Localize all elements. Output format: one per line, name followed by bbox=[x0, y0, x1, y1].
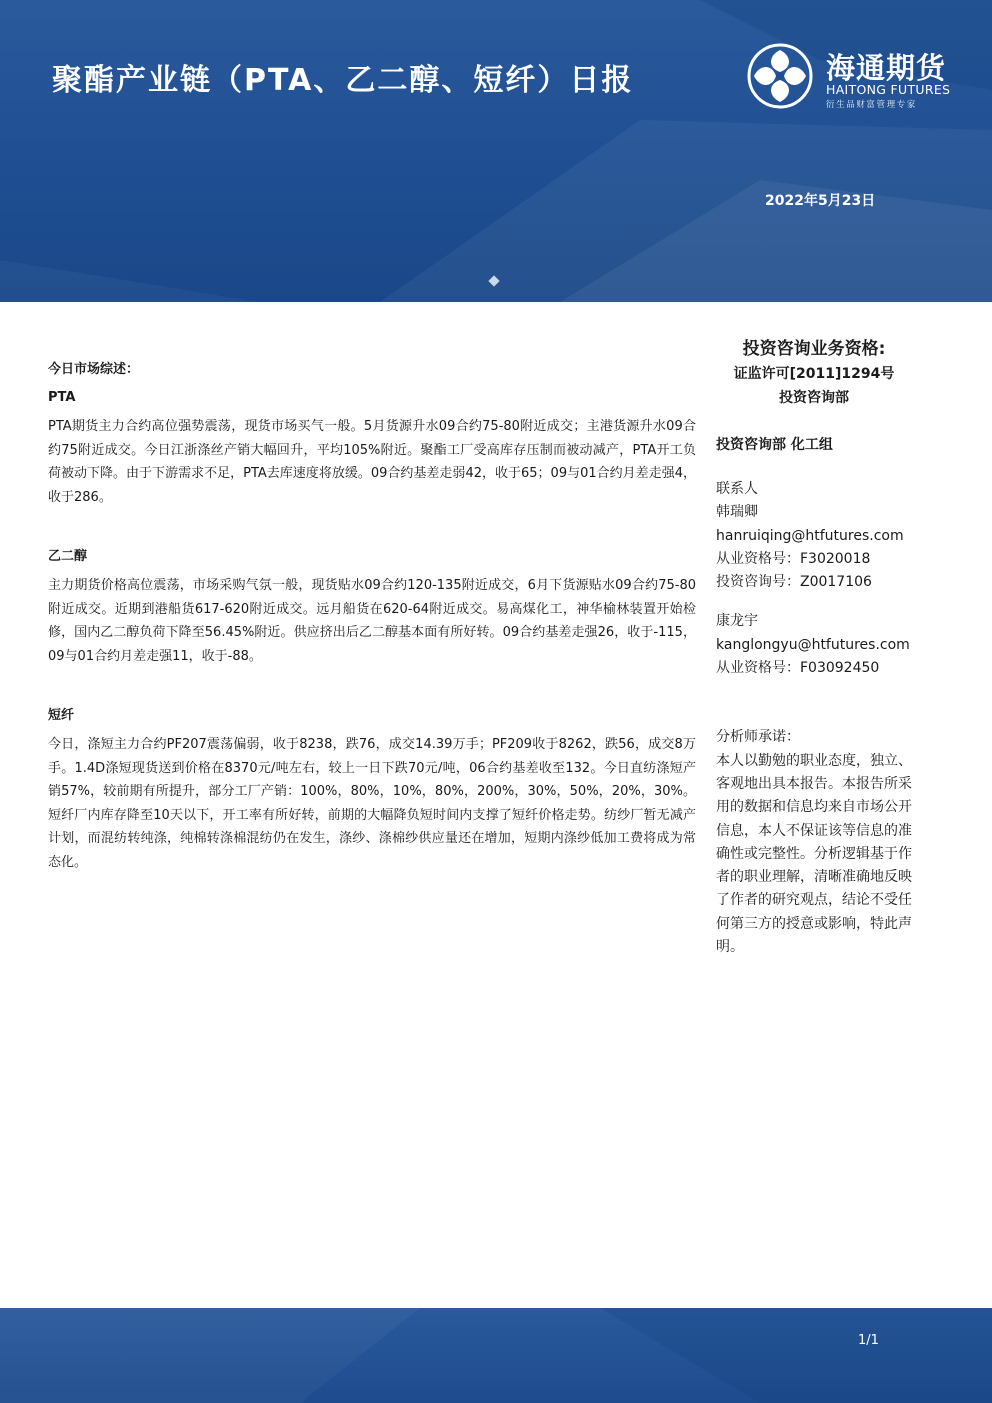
section-meg bbox=[48, 545, 696, 668]
spacer bbox=[716, 594, 924, 610]
section-title: 乙二醇 bbox=[48, 549, 88, 564]
logo-swirl-icon bbox=[746, 42, 814, 110]
report-date: 2022年5月23日 bbox=[765, 193, 876, 209]
overview-heading: 今日市场综述： bbox=[48, 362, 140, 377]
page-number: 1/1 bbox=[858, 1333, 879, 1348]
analyst-consult-number: 投资咨询号：Z0017106 bbox=[716, 574, 872, 591]
logo-chinese-name: 海通期货 bbox=[826, 51, 947, 85]
report-title: 聚酯产业链（PTA、乙二醇、短纤）日报 bbox=[52, 63, 634, 98]
section-title: PTA bbox=[48, 390, 76, 405]
section-body: PTA期货主力合约高位强势震荡，现货市场买气一般。5月货源升水09合约75-80附近成交；主港货源升水09合约75附近成交。今日江浙涤丝产销大幅回升，平均105%附近。聚酯工厂受高库存压制而被动减产，PTA开工负荷被动下降。由于下游需求不足，PTA去库速度将放缓。09合约基差走弱42，收于65；09与01合约月差走强4，收于286。 bbox=[48, 419, 696, 505]
main-content bbox=[48, 358, 696, 910]
footer-decoration bbox=[0, 1308, 992, 1403]
analyst-name: 韩瑞卿 bbox=[716, 504, 758, 521]
analyst-email[interactable]: hanruiqing@htfutures.com bbox=[716, 527, 904, 544]
department-name: 投资咨询部 化工组 bbox=[716, 437, 833, 453]
analyst-pledge bbox=[716, 726, 921, 959]
section-pta bbox=[48, 390, 696, 509]
company-logo bbox=[746, 42, 966, 112]
sidebar bbox=[714, 336, 924, 959]
logo-tagline: 衍生品财富管理专家 bbox=[826, 100, 917, 110]
contact-block bbox=[716, 478, 924, 680]
contact-label: 联系人 bbox=[716, 481, 758, 497]
license-number: 证监许可[2011]1294号 bbox=[733, 366, 895, 382]
section-title: 短纤 bbox=[48, 708, 75, 723]
header-banner bbox=[0, 0, 992, 302]
section-body: 今日，涤短主力合约PF207震荡偏弱，收于8238，跌76，成交14.39万手；PF209收于8262，跌56，成交8万手。1.4D涤短现货送到价格在8370元/吨左右，较上一日下跌70元/吨，06合约基差收至132。今日直纺涤短产销57%，较前期有所提升，部分工厂产销：100%，80%，10%，80%，200%，30%，50%，20%，30%。短纤厂内库存降至10天以下，开工率有所好转，前期的大幅降负短时间内支撑了短纤价格走势。纺纱厂暂无减产计划，而混纺转纯涤，纯棉转涤棉混纺仍在发生，涤纱、涤棉纱供应量还在增加，短期内涤纱低加工费将成为常态化。 bbox=[48, 737, 696, 870]
pledge-body: 本人以勤勉的职业态度，独立、客观地出具本报告。本报告所采用的数据和信息均来自市场公开信息，本人不保证该等信息的准确性或完整性。分析逻辑基于作者的职业理解，清晰准确地反映了作者的研究观点，结论不受任何第三方的授意或影响，特此声明。 bbox=[716, 752, 912, 956]
footer-banner bbox=[0, 1308, 992, 1403]
qualification-title: 投资咨询业务资格: bbox=[742, 339, 886, 359]
analyst-practice-number: 从业资格号：F3020018 bbox=[716, 550, 871, 567]
logo-english-name: HAITONG FUTURES bbox=[826, 82, 951, 97]
analyst-name: 康龙宇 bbox=[716, 613, 758, 630]
section-staple-fiber bbox=[48, 704, 696, 874]
section-body: 主力期货价格高位震荡，市场采购气氛一般，现货贴水09合约120-135附近成交，6月下货源贴水09合约75-80附近成交。近期到港船货617-620附近成交。远月船货在620-64附近成交。易高煤化工，神华榆林装置开始检修，国内乙二醇负荷下降至56.45%附近。供应挤出后乙二醇基本面有所好转。09合约基差走强26，收于-115，09与01合约月差走强11，收于-88。 bbox=[48, 578, 696, 664]
qualification-department: 投资咨询部 bbox=[779, 390, 849, 406]
analyst-email[interactable]: kanglongyu@htfutures.com bbox=[716, 636, 910, 653]
pledge-title: 分析师承诺： bbox=[716, 729, 800, 746]
analyst-practice-number: 从业资格号：F03092450 bbox=[716, 660, 880, 677]
